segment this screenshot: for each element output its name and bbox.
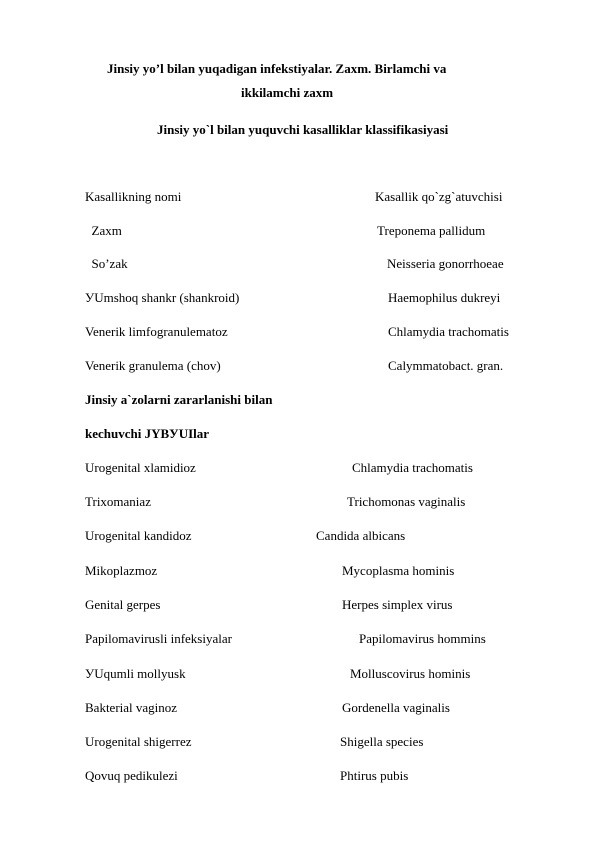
disease-name: Urogenital shigerrez bbox=[85, 734, 192, 749]
disease-name: So’zak bbox=[85, 256, 128, 271]
table-subtitle: Jinsiy yo`l bilan yuquvchi kasalliklar klassifikasiyasi bbox=[157, 122, 449, 137]
disease-name: УUqumli mollyusk bbox=[85, 666, 186, 681]
disease-name: Mikoplazmoz bbox=[85, 563, 158, 578]
pathogen-name: Neisseria gonorrhoeae bbox=[387, 256, 504, 271]
disease-name: Urogenital kandidoz bbox=[85, 528, 192, 543]
pathogen-name: Papilomavirus hommins bbox=[359, 631, 486, 646]
pathogen-name: Gordenella vaginalis bbox=[342, 700, 450, 715]
disease-name: Trixomaniaz bbox=[85, 494, 151, 509]
disease-name: Venerik limfogranulematoz bbox=[85, 324, 228, 339]
disease-name: Qovuq pedikulezi bbox=[85, 768, 178, 783]
header-disease-name: Kasallikning nomi bbox=[85, 189, 182, 204]
header-pathogen: Kasallik qo`zg`atuvchisi bbox=[375, 189, 503, 204]
pathogen-name: Mycoplasma hominis bbox=[342, 563, 455, 578]
section-heading-line-2: kechuvchi JYBУUIlar bbox=[85, 426, 210, 441]
pathogen-name: Herpes simplex virus bbox=[342, 597, 453, 612]
pathogen-name: Trichomonas vaginalis bbox=[347, 494, 466, 509]
disease-name: Urogenital xlamidioz bbox=[85, 460, 196, 475]
disease-name: Papilomavirusli infeksiyalar bbox=[85, 631, 232, 646]
pathogen-name: Treponema pallidum bbox=[377, 223, 486, 238]
pathogen-name: Chlamydia trachomatis bbox=[352, 460, 473, 475]
disease-name: Bakterial vaginoz bbox=[85, 700, 178, 715]
pathogen-name: Shigella species bbox=[340, 734, 424, 749]
page-title-line-1: Jinsiy yo’l bilan yuqadigan infekstiyalar. Zaxm. Birlamchi va bbox=[107, 61, 447, 76]
disease-name: УUmshoq shankr (shankroid) bbox=[85, 290, 240, 305]
disease-name: Venerik granulema (chov) bbox=[85, 358, 221, 373]
pathogen-name: Calymmatobact. gran. bbox=[388, 358, 504, 373]
pathogen-name: Molluscovirus hominis bbox=[350, 666, 471, 681]
page-title-line-2: ikkilamchi zaxm bbox=[241, 85, 334, 100]
section-heading-line-1: Jinsiy a`zolarni zararlanishi bilan bbox=[85, 392, 273, 407]
pathogen-name: Haemophilus dukreyi bbox=[388, 290, 501, 305]
pathogen-name: Phtirus pubis bbox=[340, 768, 409, 783]
pathogen-name: Chlamydia trachomatis bbox=[388, 324, 509, 339]
disease-name: Zaxm bbox=[85, 223, 122, 238]
disease-name: Genital gerpes bbox=[85, 597, 161, 612]
pathogen-name: Candida albicans bbox=[316, 528, 406, 543]
